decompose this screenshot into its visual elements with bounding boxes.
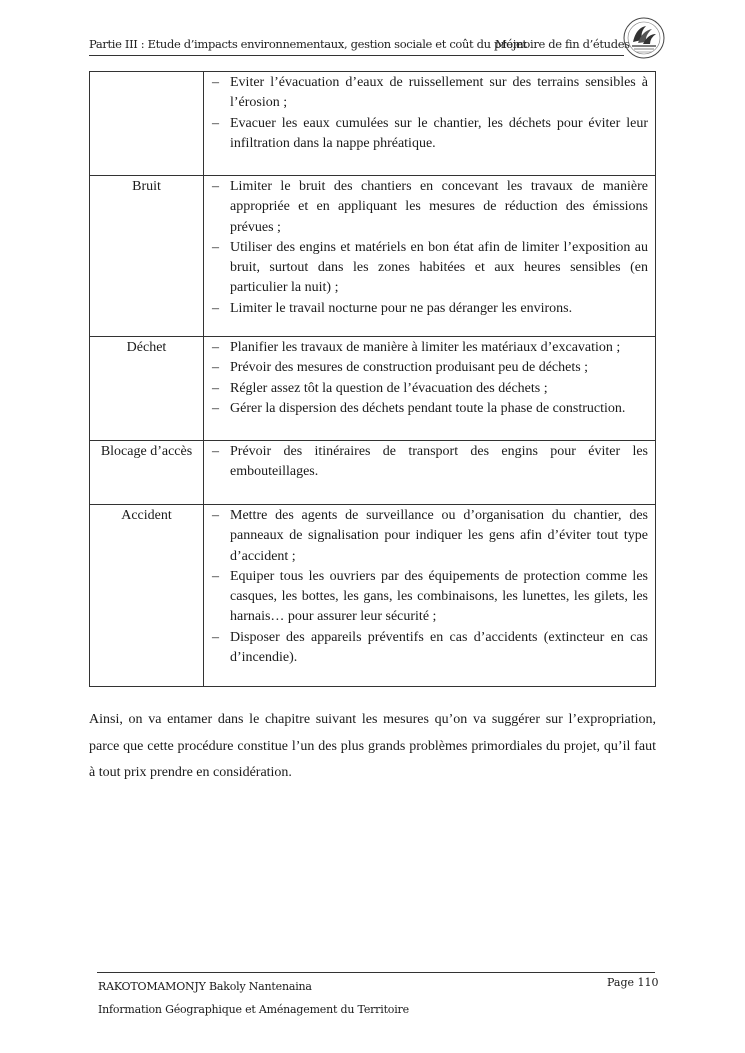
impact-category-cell <box>90 72 204 176</box>
university-emblem-icon <box>622 16 666 60</box>
measure-item: – Utiliser des engins et matériels en bon état afin de limiter l’exposition au bruit, surtout dans les zones habitées et aux heures sensibles (en particulier la nuit) ; <box>210 238 648 299</box>
measures-cell <box>204 176 656 337</box>
impact-category-cell: Bruit <box>90 176 204 337</box>
impact-category-cell: Blocage d’accès <box>90 441 204 505</box>
measure-list <box>210 177 648 319</box>
footer-rule <box>97 972 655 973</box>
measure-item: – Régler assez tôt la question de l’évacuation des déchets ; <box>210 379 648 399</box>
header-rule <box>89 55 624 56</box>
measure-item: – Mettre des agents de surveillance ou d’organisation du chantier, des panneaux de signalisation pour indiquer les gens afin d’éviter tout type d’accident ; <box>210 506 648 567</box>
measure-item: – Planifier les travaux de manière à limiter les matériaux d’excavation ; <box>210 338 648 358</box>
header-part-title: Partie III : Etude d’impacts environnementaux, gestion sociale et coût du projet <box>89 37 527 51</box>
table-row <box>90 441 656 505</box>
footer-author: RAKOTOMAMONJY Bakoly Nantenaina <box>98 980 312 993</box>
mitigation-measures-table <box>89 71 656 687</box>
measure-list <box>210 506 648 668</box>
measure-item: – Prévoir des itinéraires de transport des engins pour éviter les embouteillages. <box>210 442 648 483</box>
table-row <box>90 337 656 441</box>
page-header <box>89 30 667 56</box>
measures-cell <box>204 337 656 441</box>
measure-item: – Disposer des appareils préventifs en cas d’accidents (extincteur en cas d’incendie). <box>210 628 648 669</box>
measure-item: – Limiter le travail nocturne pour ne pas déranger les environs. <box>210 299 648 319</box>
measure-item: – Equiper tous les ouvriers par des équipements de protection comme les casques, les bottes, les gans, les combinaisons, les lunettes, les gilets, les harnais… pour assurer leur sécurité ; <box>210 567 648 628</box>
measure-item: – Evacuer les eaux cumulées sur le chantier, les déchets pour éviter leur infiltration dans la nappe phréatique. <box>210 114 648 155</box>
measures-cell <box>204 505 656 687</box>
header-document-type: Mémoire de fin d’études <box>495 37 630 51</box>
measure-list <box>210 73 648 154</box>
measure-list <box>210 338 648 419</box>
impact-category-cell: Accident <box>90 505 204 687</box>
conclusion-paragraph: Ainsi, on va entamer dans le chapitre suivant les mesures qu’on va suggérer sur l’expropriation, parce que cette procédure constitue l’un des plus grands problèmes primordiales du projet, qu’il faut à tout prix prendre en considération. <box>89 712 656 780</box>
measure-item: – Gérer la dispersion des déchets pendant toute la phase de construction. <box>210 399 648 419</box>
table-row <box>90 72 656 176</box>
impact-category-cell: Déchet <box>90 337 204 441</box>
measure-item: – Limiter le bruit des chantiers en concevant les travaux de manière appropriée et en appliquant les mesures de réduction des émissions prévues ; <box>210 177 648 238</box>
footer-department: Information Géographique et Aménagement du Territoire <box>98 1003 409 1016</box>
table-row <box>90 176 656 337</box>
page-number: Page 110 <box>607 976 659 989</box>
measure-list <box>210 442 648 483</box>
table-row <box>90 505 656 687</box>
measures-cell <box>204 441 656 505</box>
measure-item: – Prévoir des mesures de construction produisant peu de déchets ; <box>210 358 648 378</box>
measures-cell <box>204 72 656 176</box>
measure-item: – Eviter l’évacuation d’eaux de ruissellement sur des terrains sensibles à l’érosion ; <box>210 73 648 114</box>
